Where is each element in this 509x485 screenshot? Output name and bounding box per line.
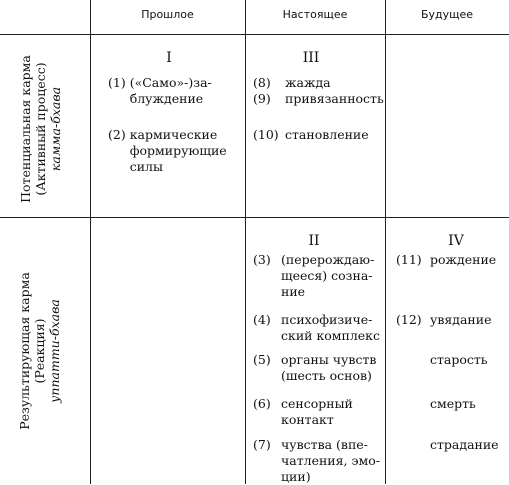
list-item [396,252,496,268]
list-item [253,127,369,143]
item-text: органы чувств (шесть основ) [281,352,377,383]
column-divider-2 [245,0,246,484]
row-label-potential-line2: (Активный процесс) [33,62,48,196]
item-number: (7) [253,437,271,452]
item-text: психофизиче- ский комплекс [281,312,380,343]
list-item [108,127,227,175]
row-label-potential-line1: Потенциальная карма [18,55,33,203]
roman-numeral-III: III [302,50,320,66]
column-divider-3 [385,0,386,484]
item-text: (перерождаю- щееся) созна- ние [281,252,375,299]
row-label-potential-term: камма-бхава [48,86,63,172]
roman-numeral-II: II [308,233,320,249]
row-label-potential [18,39,68,219]
item-number: (2) [108,127,126,142]
column-header-present: Настоящее [282,8,348,21]
future-item-suffering: страдание [430,437,499,452]
item-number: (3) [253,252,271,267]
list-item [108,75,212,107]
item-text: чувства (впе- чатления, эмо- ции) [281,437,380,484]
list-item [253,396,353,428]
list-item [253,75,331,91]
roman-numeral-IV: IV [448,233,464,249]
list-item [253,91,384,107]
future-item-aging: старость [430,352,488,367]
item-number: (8) [253,75,271,90]
list-item [253,352,376,384]
item-text: сенсорный контакт [281,396,353,427]
item-number: (5) [253,352,271,367]
list-item [253,252,374,300]
row-label-resulting [17,251,67,451]
row-label-resulting-line1: Результирующая карма [17,272,32,430]
item-number: (9) [253,91,271,106]
item-number: (12) [396,312,422,327]
item-text: рождение [430,252,497,267]
item-text: («Само»-)за- блуждение [129,75,212,106]
item-number: (4) [253,312,271,327]
row-label-resulting-term: уппатти-бхава [47,299,62,403]
item-text: жажда [285,75,331,90]
row-divider [0,217,509,218]
item-number: (6) [253,396,271,411]
column-divider-1 [90,0,91,484]
list-item [253,437,380,485]
item-text: кармические формирующие силы [129,127,227,174]
item-text: привязанность [285,91,384,106]
list-item [396,312,492,328]
item-number: (1) [108,75,126,90]
item-text: становление [285,127,369,142]
item-number: (11) [396,252,422,267]
header-divider [0,34,509,35]
item-number: (10) [253,127,279,142]
roman-numeral-I: I [166,50,172,66]
list-item [253,312,380,344]
item-text: увядание [430,312,492,327]
row-label-resulting-line2: (Реакция) [32,318,47,384]
column-header-past: Прошлое [141,8,194,21]
future-item-death: смерть [430,396,476,411]
column-header-future: Будущее [420,8,474,21]
